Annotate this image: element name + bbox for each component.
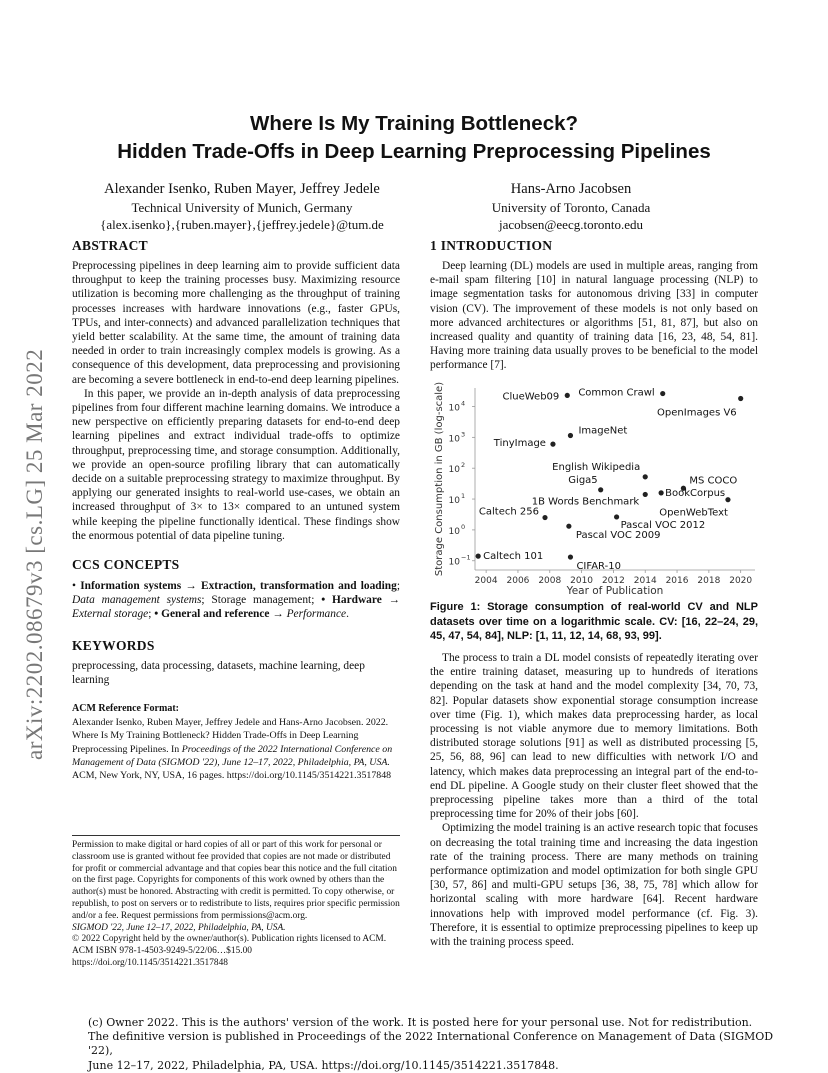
figure-1-caption: Figure 1: Storage consumption of real-world CV and NLP datasets over time on a logarithmic scale. CV: [16, 22–24, 29, 45, 47, 54, 84], NLP: [1, 11, 12, 14, 68, 93, 99].	[430, 601, 758, 642]
data-point-label: Common Crawl	[578, 387, 655, 399]
y-tick-exponent: −1	[461, 553, 471, 562]
author-names: Hans-Arno Jacobsen	[510, 181, 632, 197]
right-column-top	[430, 238, 758, 373]
x-tick-label: 2006	[506, 576, 530, 586]
acm-ref-authors: Alexander Isenko, Ruben Mayer, Jeffrey Jedele and Hans-Arno Jacobsen. 2022. Where Is My Training Bottleneck? Hidden Trade-Offs in Deep Learning Preprocessing Pipelines. In	[72, 717, 389, 755]
x-tick-label: 2010	[570, 576, 594, 586]
ccs-concept-3: • Hardware	[321, 594, 382, 607]
permission-isbn: ACM ISBN 978-1-4503-9249-5/22/06…$15.00	[72, 946, 252, 957]
arxiv-stamp: arXiv:2202.08679v3 [cs.LG] 25 Mar 2022	[22, 348, 47, 760]
storage-consumption-chart	[430, 382, 760, 600]
x-tick-label: 2008	[538, 576, 562, 586]
data-point	[565, 393, 570, 398]
abstract-paragraph-1: Preprocessing pipelines in deep learning aim to provide sufficient data throughput to keep the training processes busy. Maximizing resource utilization is becoming more challenging as the throughput of training processes increases with hardware innovations (e.g., faster GPUs, TPUs, and inter-connects) and advanced parallelization techniques that yield better scalability. At the same time, the amount of training data needed in order to train increasingly complex models is growing. As a consequence of this development, data preprocessing and provisioning are becoming a severe bottleneck in end-to-end deep learning pipelines.	[72, 260, 400, 386]
abstract-paragraph-2: In this paper, we provide an in-depth analysis of data preprocessing pipelines from four different machine learning domains. We introduce a new perspective on efficiently preparing datasets for end-to-end deep learning pipelines and extract individual trade-offs to optimize throughput, preprocessing time, and storage consumption. Additionally, we provide an open-source profiling library that can automatically decide on a suitable preprocessing strategy to maximize throughput. By applying our generated insights to real-world use-cases, we obtain an increased throughput of 3× to 13× compared to an untuned system while keeping the pipeline functionally identical. These findings show the enormous potential of data pipeline tuning.	[72, 387, 400, 542]
data-point	[566, 524, 571, 529]
y-tick-exponent: 4	[461, 399, 466, 408]
ccs-sep: →	[269, 608, 287, 621]
acm-ref-venue: Proceedings of the 2022 International Conference on Management of Data (SIGMOD '22), June 12–17, 2022, Philadelphia, PA, USA.	[72, 743, 393, 768]
author-email: jacobsen@eecg.toronto.edu	[498, 217, 644, 232]
ccs-sep: .	[346, 608, 349, 621]
intro-heading: 1 INTRODUCTION	[430, 238, 553, 253]
y-tick-label: 10	[448, 434, 460, 445]
data-point	[568, 433, 573, 438]
data-point	[598, 487, 603, 492]
data-point-label: Caltech 256	[478, 506, 539, 518]
data-point	[542, 515, 547, 520]
ccs-concept-1: Information systems → Extraction, transformation and loading	[80, 580, 397, 593]
ccs-heading: CCS CONCEPTS	[72, 557, 180, 573]
paper-title-line-2: Hidden Trade-Offs in Deep Learning Preprocessing Pipelines	[117, 140, 711, 163]
x-tick-label: 2018	[697, 576, 721, 586]
permission-conference: SIGMOD '22, June 12–17, 2022, Philadelphia, PA, USA.	[72, 922, 286, 933]
y-tick-exponent: 1	[461, 492, 466, 501]
x-tick-label: 2020	[729, 576, 753, 586]
data-point-label: ImageNet	[578, 425, 628, 437]
data-point-label: BookCorpus	[665, 487, 726, 499]
data-point-label: Pascal VOC 2009	[575, 530, 661, 542]
ccs-concepts	[72, 579, 400, 622]
author-block-tum	[72, 180, 412, 233]
ccs-sep: ; Storage management;	[201, 594, 322, 607]
x-tick-label: 2012	[601, 576, 625, 586]
ccs-sep: →	[381, 594, 400, 607]
acm-ref-heading: ACM Reference Format:	[72, 703, 179, 715]
intro-paragraph-3: Optimizing the model training is an active research topic that focuses on decreasing the total training time and increasing the data ingestion rate of the training process. There are many methods on training performance optimization and model optimization for both single GPU [30, 57, 86] and multi-GPU setups [36, 38, 75, 78] which allow for horizontal scaling with more hardware [64]. Recent hardware innovations help with improved model performance (cf. Fig. 3). Therefore, it is essential to optimize preprocessing pipelines to keep up with the training process speed.	[430, 822, 758, 949]
author-names: Alexander Isenko, Ruben Mayer, Jeffrey Jedele	[104, 181, 380, 197]
chart-points	[476, 388, 744, 572]
data-point-label: Caltech 101	[483, 551, 544, 563]
footer-line-1: (c) Owner 2022. This is the authors' version of the work. It is posted here for your personal use. Not for redistribution.	[88, 1016, 753, 1029]
permission-copyright: © 2022 Copyright held by the owner/author(s). Publication rights licensed to ACM.	[72, 934, 387, 945]
abstract-heading: ABSTRACT	[72, 238, 148, 253]
data-point	[725, 497, 730, 502]
footnote-rule	[72, 835, 400, 836]
y-tick-label: 10	[448, 557, 460, 568]
data-point-label: Giga5	[568, 474, 598, 486]
ccs-concept-2: Data management systems	[72, 594, 202, 607]
paper-title-line-1: Where Is My Training Bottleneck?	[249, 112, 579, 135]
data-point	[659, 490, 664, 495]
data-point	[738, 396, 743, 401]
acm-ref-publisher: ACM, New York, NY, USA, 16 pages. https://doi.org/10.1145/3514221.3517848	[72, 770, 392, 782]
data-point	[550, 442, 555, 447]
right-column-bottom	[430, 651, 758, 949]
intro-paragraph-2: The process to train a DL model consists of repeatedly iterating over the entire training dataset, measuring up to hundreds of iterations depending on the task at hand and the model complexity [34, 70, 73, 82]. Popular datasets show exponential storage consumption increase over time (Fig. 1), which makes data preprocessing harder, as local processing is not viable anymore due to memory limitations. Both distributed storage solutions [91] as well as distributed processing [5, 25, 56, 88, 96] can lead to new difficulties with network I/O and latency, which makes data preprocessing an integral part of the end-to-end DL pipeline. A Google study on their cluster fleet showed that the preprocessing pipeline takes more than a third of the total preprocessing time for 20% of their jobs [60].	[430, 652, 758, 821]
author-affiliation: University of Toronto, Canada	[491, 200, 651, 215]
keywords-text: preprocessing, data processing, datasets, machine learning, deep learning	[72, 659, 365, 686]
author-block-toronto	[440, 180, 702, 233]
footer-line-2: The definitive version is published in Proceedings of the 2022 International Conference on Management of Data (SIGMOD '22),	[88, 1030, 774, 1058]
data-point-label: TinyImage	[493, 438, 546, 450]
data-point-label: ClueWeb09	[502, 391, 560, 403]
data-point-label: OpenWebText	[659, 507, 728, 519]
y-tick-label: 10	[448, 526, 460, 537]
x-tick-label: 2004	[474, 576, 498, 586]
y-tick-label: 10	[448, 403, 460, 414]
permission-doi: https://doi.org/10.1145/3514221.3517848	[72, 957, 228, 968]
author-affiliation: Technical University of Munich, Germany	[131, 200, 353, 215]
data-point-label: 1B Words Benchmark	[531, 496, 640, 508]
left-column	[72, 238, 400, 783]
data-point-label: OpenImages V6	[657, 407, 737, 419]
data-point-label: CIFAR-10	[576, 561, 621, 573]
page-footer	[88, 1016, 788, 1073]
data-point	[660, 391, 665, 396]
ccs-sep: ;	[148, 608, 155, 621]
chart-y-axis-label: Storage Consumption in GB (log-scale)	[434, 382, 445, 577]
data-point	[476, 554, 481, 559]
ccs-concept-6: Performance	[286, 608, 347, 621]
data-point-label: Pascal VOC 2012	[620, 519, 706, 531]
y-tick-exponent: 3	[461, 430, 466, 439]
permission-text: Permission to make digital or hard copies of all or part of this work for personal or classroom use is granted without fee provided that copies are not made or distributed for profit or commercial advantage and that copies bear this notice and the full citation on the first page. Copyrights for components of this work owned by others than the author(s) must be honored. Abstracting with credit is permitted. To copy otherwise, or republish, to post on servers or to redistribute to lists, requires prior specific permission and/or a fee. Request permissions from permissions@acm.org.	[72, 840, 400, 921]
keywords-heading: KEYWORDS	[72, 637, 155, 653]
data-point-label: English Wikipedia	[552, 461, 641, 473]
permission-block	[72, 840, 400, 970]
ccs-bullet: •	[72, 580, 81, 593]
x-tick-label: 2016	[665, 576, 689, 586]
y-tick-exponent: 2	[461, 461, 466, 470]
data-point	[568, 554, 573, 559]
y-tick-label: 10	[448, 465, 460, 476]
data-point	[614, 514, 619, 519]
y-tick-exponent: 0	[461, 522, 466, 531]
ccs-concept-4: External storage	[72, 608, 149, 621]
y-tick-label: 10	[448, 496, 460, 507]
footer-line-3: June 12–17, 2022, Philadelphia, PA, USA. https://doi.org/10.1145/3514221.3517848.	[88, 1058, 559, 1072]
intro-paragraph-1: Deep learning (DL) models are used in multiple areas, ranging from e-mail spam filtering [10] in natural language processing (NLP) to image segmentation tasks for autonomous driving [33] in computer vision (CV). The improvement of these models is not only based on more advanced architectures or algorithms [51, 81, 87], but also on increased quality and quantity of training data [16, 23, 48, 54, 81]. Having more training data usually proves to be beneficial to the model performance [7].	[430, 260, 758, 372]
ccs-concept-5: • General and reference	[154, 608, 270, 621]
data-point	[643, 492, 648, 497]
author-email: {alex.isenko},{ruben.mayer},{jeffrey.jedele}@tum.de	[100, 217, 384, 232]
data-point	[643, 474, 648, 479]
chart-x-axis-label: Year of Publication	[566, 585, 664, 597]
ccs-sep: ;	[396, 580, 401, 593]
acm-ref-text	[72, 716, 400, 782]
data-point-label: MS COCO	[689, 475, 738, 487]
x-tick-label: 2014	[633, 576, 657, 586]
